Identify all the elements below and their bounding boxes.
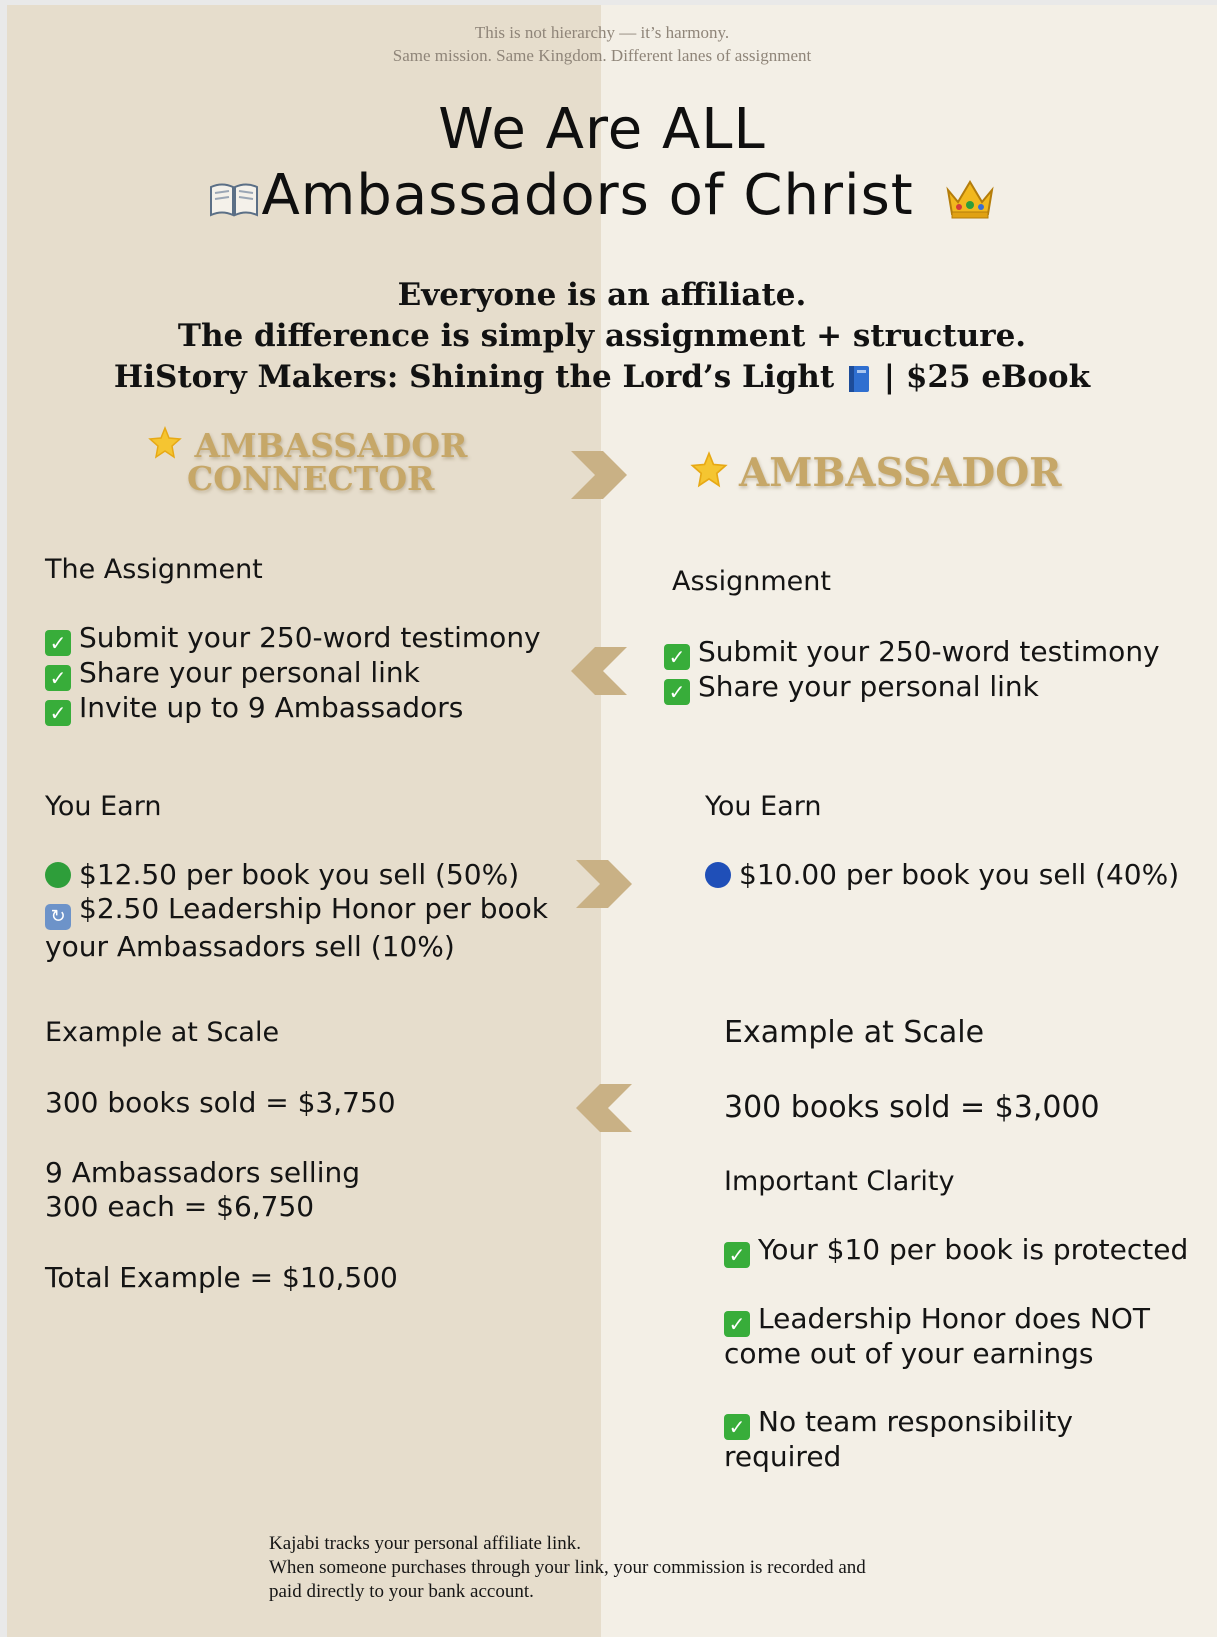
arrow-left-icon <box>567 645 631 697</box>
subtitle-line-1: Everyone is an affiliate. <box>397 277 807 313</box>
right-clarity-item-2: ✓ Leadership Honor does NOT come out of your earnings <box>724 1302 1150 1370</box>
check-icon: ✓ <box>724 1311 750 1337</box>
footer-line-1: Kajabi tracks your personal affiliate link. <box>269 1533 581 1554</box>
list-item: ✓ Share your personal link <box>45 656 541 691</box>
arrow-right-icon <box>572 858 636 910</box>
tagline <box>7 21 1197 67</box>
left-scale-label: Example at Scale <box>45 1017 280 1048</box>
tagline-line-1: This is not hierarchy — it’s harmony. <box>474 23 730 42</box>
list-item: ✓ Submit your 250-word testimony <box>664 635 1160 670</box>
footer-line-2: When someone purchases through your link, your commission is recorded and <box>269 1557 866 1578</box>
green-circle-icon <box>45 862 71 888</box>
right-clarity-label: Important Clarity <box>724 1166 955 1197</box>
scale-line: 9 Ambassadors selling <box>45 1156 360 1189</box>
subtitle-price: | $25 eBook <box>883 359 1091 395</box>
subtitle-book-title: HiStory Makers: Shining the Lord’s Light <box>113 359 835 395</box>
check-icon: ✓ <box>45 700 71 726</box>
left-earn-details <box>45 858 548 964</box>
right-heading <box>689 450 1062 496</box>
poster <box>7 5 1217 1637</box>
subtitle-line-2: The difference is simply assignment + structure. <box>177 318 1027 354</box>
scale-line: 300 each = $6,750 <box>45 1190 315 1223</box>
right-earn-label: You Earn <box>705 791 822 822</box>
left-heading-line-1: AMBASSADOR <box>194 426 468 465</box>
footer-line-3: paid directly to your bank account. <box>269 1581 534 1602</box>
left-heading <box>147 425 468 498</box>
earn-line: ↻ $2.50 Leadership Honor per book <box>45 892 548 930</box>
subtitle <box>7 275 1197 398</box>
left-heading-line-2: CONNECTOR <box>187 459 435 498</box>
left-earn-label: You Earn <box>45 791 162 822</box>
right-scale-label: Example at Scale <box>724 1015 985 1050</box>
list-item: ✓ Submit your 250-word testimony <box>45 621 541 656</box>
right-assignment-list <box>664 635 1160 705</box>
glowing-star-icon <box>147 425 183 461</box>
left-scale-line-1: 300 books sold = $3,750 <box>45 1086 396 1119</box>
blue-circle-icon <box>705 862 731 888</box>
arrow-left-icon <box>572 1082 636 1134</box>
title-line-1: We Are ALL <box>438 97 766 162</box>
check-icon: ✓ <box>45 630 71 656</box>
check-icon: ✓ <box>664 644 690 670</box>
right-clarity-item-1: ✓ Your $10 per book is protected <box>724 1233 1188 1268</box>
earn-line: your Ambassadors sell (10%) <box>45 930 455 963</box>
check-icon: ✓ <box>724 1242 750 1268</box>
right-earn-details <box>705 858 1179 892</box>
right-assignment-label: Assignment <box>672 566 831 597</box>
repeat-icon: ↻ <box>45 904 71 930</box>
open-book-icon <box>207 179 261 219</box>
check-icon: ✓ <box>664 679 690 705</box>
footer-note <box>269 1532 1029 1604</box>
earn-line: $12.50 per book you sell (50%) <box>45 858 548 892</box>
left-assignment-label: The Assignment <box>45 554 263 585</box>
list-item: ✓ Invite up to 9 Ambassadors <box>45 691 541 726</box>
arrow-right-icon <box>567 449 631 501</box>
right-clarity-item-3: ✓ No team responsibility required <box>724 1405 1073 1473</box>
title-line-2 <box>7 163 1197 229</box>
glowing-star-icon <box>689 450 729 490</box>
left-assignment-list <box>45 621 541 726</box>
crown-icon <box>943 176 997 222</box>
check-icon: ✓ <box>724 1414 750 1440</box>
tagline-line-2: Same mission. Same Kingdom. Different lanes of assignment <box>392 46 812 65</box>
title-line-2-text: Ambassadors of Christ <box>261 163 914 228</box>
right-heading-text: AMBASSADOR <box>739 450 1062 496</box>
list-item: ✓ Share your personal link <box>664 670 1160 705</box>
right-scale-line-1: 300 books sold = $3,000 <box>724 1090 1100 1125</box>
left-scale-total: Total Example = $10,500 <box>45 1261 398 1294</box>
check-icon: ✓ <box>45 665 71 691</box>
left-scale-block <box>45 1156 360 1224</box>
subtitle-line-3 <box>7 357 1197 398</box>
blue-book-icon <box>845 364 873 394</box>
page-title <box>7 97 1197 229</box>
earn-line: $10.00 per book you sell (40%) <box>705 858 1179 892</box>
